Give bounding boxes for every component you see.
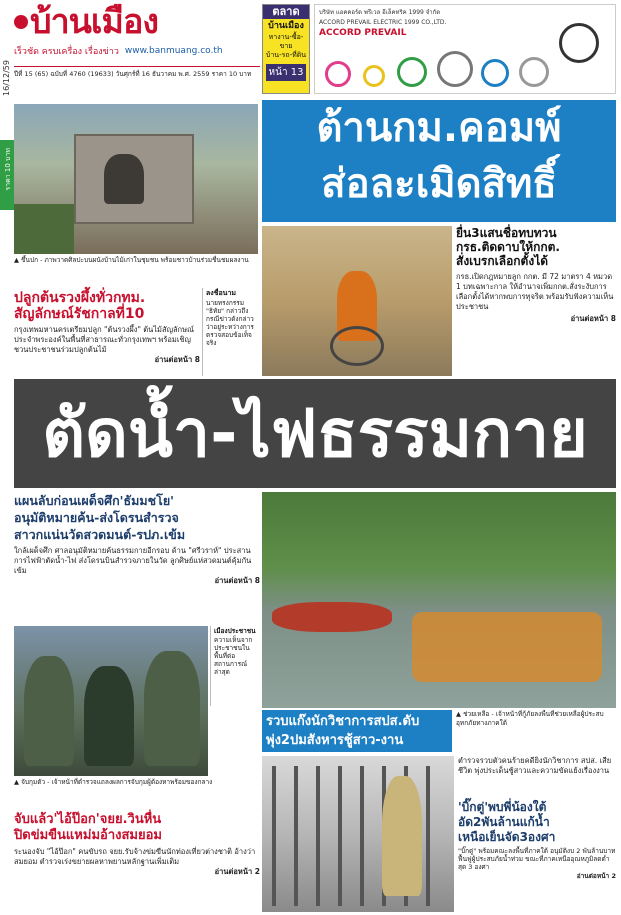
column-title: ลงชื่อนาม	[206, 289, 236, 297]
masthead	[14, 2, 260, 102]
headline-line: ต้านกม.คอมพ์	[316, 105, 562, 151]
academic-body: ตำรวจรวบตัวคนร้ายคดียิงนักวิชาการ สปส. เสียชีวิต พุ่งประเด็นชู้สาวและความขัดแย้งเรื่องงาน	[458, 756, 612, 775]
fan-icon	[481, 59, 509, 87]
read-more-link[interactable]: อ่านต่อหน้า 2	[576, 872, 616, 880]
suspect-figure	[84, 666, 134, 766]
temple-gate-photo	[262, 756, 454, 912]
arrest-caption: ▲ จับกุมตัว - เจ้าหน้าที่ตำรวจแถลงผลการจับกุมผู้ต้องหาพร้อมของกลาง	[14, 778, 213, 786]
mural-portrait	[104, 154, 144, 204]
top-story-headline[interactable]	[262, 100, 616, 222]
arrest-headline: จับแล้ว'ไอ้ป๊อก'จยย.วินหื่น	[14, 812, 162, 827]
election-story[interactable]	[456, 226, 616, 376]
arrest-photo	[14, 626, 208, 776]
fan-icon	[363, 65, 385, 87]
dhammakaya-headline: สาวกแน่นวัดสวดมนต์-รปภ.เข้ม	[14, 527, 186, 542]
dhammakaya-headline: อนุมัติหมายค้น-ส่งโดรนสำรวจ	[14, 510, 179, 525]
market-page: หน้า 13	[266, 64, 307, 81]
read-more-link[interactable]: อ่านต่อหน้า 2	[214, 867, 260, 876]
ad-brand: ACCORD PREVAIL	[319, 28, 407, 38]
boat-shape	[272, 602, 392, 632]
officer-figure	[144, 651, 200, 766]
headline-line: ส่อละเมิดสิทธิ์	[321, 161, 557, 207]
dhammakaya-story[interactable]	[14, 492, 260, 622]
small-column	[202, 288, 258, 376]
side-price-strip	[0, 140, 14, 210]
dhammakaya-body: ใกล้เผด็จศึก ศาลอนุมัติหมายค้นธรรมกายอีกรอบ ด้าน "ศรีวราห์" ประสานการไฟฟ้าตัดน้ำ-ไฟ ส่งโดรนบินสำรวจภายในวัด ลูกศิษย์แห่สวดมนต์คุ้มกันเข้ม	[14, 546, 252, 575]
newspaper-logo: บ้านเมือง	[30, 2, 158, 42]
fan-icon	[519, 57, 549, 87]
ad-company: บริษัท แอคคอร์ด พรีเวล อีเล็คทริค 1999 จำกัด	[319, 9, 441, 16]
main-banner-headline[interactable]: ตัดน้ำ-ไฟธรรมกาย	[14, 379, 616, 488]
read-more-link[interactable]: อ่านต่อหน้า 8	[154, 355, 200, 364]
monk-wheelchair-photo	[262, 226, 452, 376]
river-rescue-photo	[262, 492, 616, 708]
headline-line: พุ่ง2ปมสังหารชู้สาว-งาน	[266, 733, 404, 748]
issue-line: ปีที่ 15 (65) ฉบับที่ 4760 (19633) วันศุกร์ที่ 16 ธันวาคม พ.ศ. 2559 ราคา 10 บาท	[14, 66, 260, 79]
royal-headline: ปลูกต้นรวงผึ้งทั่วกทม.	[14, 290, 146, 306]
fan-icon	[397, 57, 427, 87]
flood-story[interactable]	[458, 800, 616, 912]
election-headline: กรธ.ติดดาบให้กกต.	[456, 240, 560, 254]
royal-body: กรุงเทพมหานครเตรียมปลูก "ต้นรวงผึ้ง" ต้นไม้สัญลักษณ์ประจำพระองค์ในพื้นที่สาธารณะทั่วกรุงเทพฯ พร้อมเชิญชวนประชาชนร่วมปลูกต้นไม้	[14, 325, 194, 354]
flood-headline: 'บิ๊กตู่'พบพี่น้องใต้	[458, 800, 547, 814]
rescue-caption: ▲ ช่วยเหลือ - เจ้าหน้าที่กู้ภัยลงพื้นที่ช่วยเหลือผู้ประสบอุทกภัยทางภาคใต้	[456, 710, 604, 727]
headline-line: รวบแก๊งนักวิชาการสปส.ดับ	[266, 714, 420, 729]
market-title: ตลาด	[263, 5, 309, 19]
guard-figure	[382, 776, 422, 896]
website[interactable]: www.banmuang.co.th	[124, 46, 223, 56]
tree-shape	[14, 204, 74, 254]
read-more-link[interactable]: อ่านต่อหน้า 8	[214, 576, 260, 585]
royal-headline: สัญลักษณ์รัชกาลที่10	[14, 306, 145, 322]
election-headline: สั่งเบรกเลือกตั้งได้	[456, 254, 549, 268]
fan-advertisement[interactable]	[314, 4, 616, 94]
flood-headline: อัด2พันล้านแก้น้ำ	[458, 815, 550, 829]
photo-caption: ▲ ขึ้นปก - ภาพวาดศิลปะบนผนังบ้านไม้เก่าในชุมชน พร้อมชาวบ้านร่วมชื่นชมผลงาน	[14, 256, 249, 264]
fan-icon	[325, 61, 351, 87]
election-headline: ยื่น3แสนชื่อทบทวน	[456, 226, 557, 240]
market-line: หางาน-ซื้อ-ขาย	[268, 33, 304, 50]
fan-icon	[559, 23, 599, 63]
side-price: ราคา 10 บาท	[4, 148, 12, 191]
wheelchair-shape	[330, 326, 384, 366]
market-box[interactable]	[262, 4, 310, 94]
read-more-link[interactable]: อ่านต่อหน้า 8	[570, 314, 616, 323]
dhammakaya-headline: แผนลับก่อนเผด็จศึก'ธัมมชโย'	[14, 493, 174, 508]
fan-icon	[437, 51, 473, 87]
academic-headline[interactable]	[262, 710, 452, 752]
column-title: เมืองประชาชน	[214, 627, 256, 635]
side-date: 16/12/59	[2, 60, 11, 96]
market-line: บ้าน-รถ-ที่ดิน	[265, 51, 307, 59]
arrest-body: ระนองจับ "ไอ้ป๊อก" คนขับรถ จยย.รับจ้างข่มขืนนักท่องเที่ยวต่างชาติ อ้างว่าสมยอม ตำรวจเร่งขยายผลหาพยานหลักฐานเพิ่มเติม	[14, 847, 256, 866]
academic-story-body	[458, 756, 616, 796]
ad-company-en: ACCORD PREVAIL ELECTRIC 1999 CO.,LTD.	[319, 19, 447, 26]
flood-body: "บิ๊กตู่" พร้อมคณะลงพื้นที่ภาคใต้ อนุมัติงบ 2 พันล้านบาทฟื้นฟูผู้ประสบภัยน้ำท่วม ขณะที่ภาคเหนืออุณหภูมิลดต่ำสุด 3 องศา	[458, 847, 616, 871]
market-subtitle: บ้านเมือง	[268, 21, 304, 31]
rescue-team-shape	[412, 612, 602, 682]
logo-emblem-icon	[14, 15, 28, 29]
arrest-story[interactable]	[14, 812, 260, 912]
officer-figure	[24, 656, 74, 766]
flood-headline: เหนือเย็นจัด3องศา	[458, 830, 556, 844]
column-body: ความเห็นจากประชาชนในพื้นที่ต่อสถานการณ์ล่าสุด	[214, 636, 253, 676]
election-body: กรธ.เปิดกฎหมายลูก กกต. มี 72 มาตรา 4 หมวด 1 บทเฉพาะกาล ให้อำนาจเพิ่มกกต.สั่งระงับการเลือกตั้งได้หากพบการทุจริต พร้อมรับฟังความเห็นประชาชน	[456, 272, 614, 311]
side-strip	[0, 0, 14, 160]
slogan: เร็วชัด ครบเครื่อง เรื่องข่าว	[14, 47, 119, 57]
arrest-headline: ปิดข่มขืนแหม่มอ้างสมยอม	[14, 828, 162, 843]
column-body: นายทรงกรรม "ธิทัย" กล่าวถึงกรณีข่าวดังกล่าวว่าอยู่ระหว่างการตรวจสอบข้อเท็จจริง	[206, 299, 254, 347]
royal-story[interactable]	[14, 290, 200, 376]
house-mural-photo	[14, 104, 258, 254]
mid-column	[210, 626, 260, 706]
rescue-caption-box	[456, 710, 616, 752]
